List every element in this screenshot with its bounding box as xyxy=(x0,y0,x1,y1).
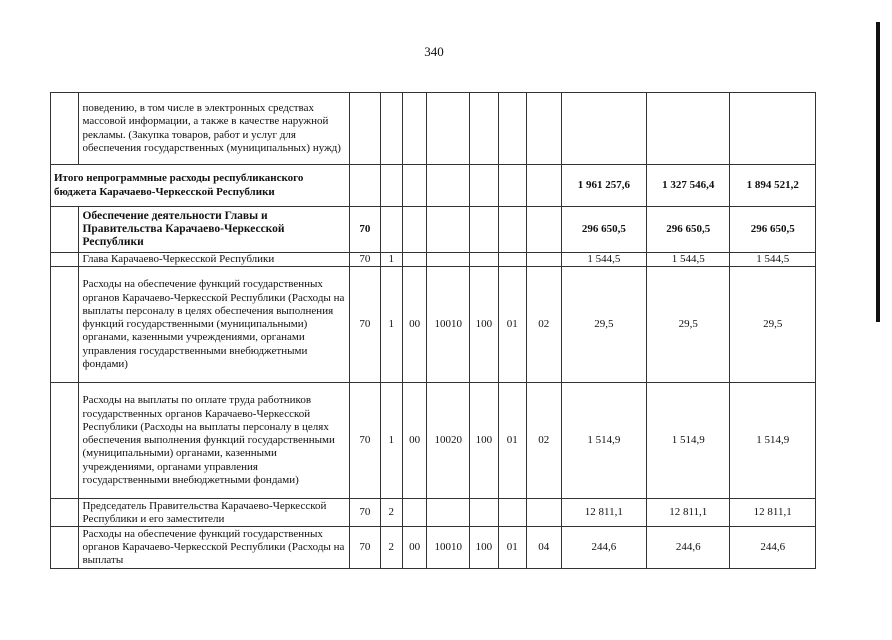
cell-year2: 12 811,1 xyxy=(647,499,730,527)
cell-pr2 xyxy=(427,253,470,267)
cell-vr: 100 xyxy=(470,383,498,499)
cell-vr: 100 xyxy=(470,267,498,383)
cell-year1: 1 514,9 xyxy=(561,383,646,499)
row-name: Расходы на выплаты по оплате труда работников государственных органов Карачаево-Черкесской Республики (Расходы на выплаты персоналу в целях обеспечения выполнения функций государственными (муниципальными) органами, казенными учреждениями, органами управления государственными внебюджетными фондами) xyxy=(79,383,350,499)
table-row xyxy=(51,93,816,165)
cell-sub1 xyxy=(498,207,526,253)
cell-vr xyxy=(470,93,498,165)
cell-pr2 xyxy=(427,499,470,527)
cell-year3: 1 894 521,2 xyxy=(730,165,816,207)
cell-rz: 1 xyxy=(380,383,402,499)
cell-ved: 70 xyxy=(350,383,381,499)
cell-year3: 12 811,1 xyxy=(730,499,816,527)
row-name: Итого непрограммные расходы республиканского бюджета Карачаево-Черкесской Республики xyxy=(51,165,350,207)
cell-pr2: 10020 xyxy=(427,383,470,499)
cell-sub1: 01 xyxy=(498,383,526,499)
cell-pr2 xyxy=(427,93,470,165)
cell-year1: 1 544,5 xyxy=(561,253,646,267)
cell-sub2 xyxy=(527,165,562,207)
cell-pr1 xyxy=(402,93,426,165)
scan-edge-bar xyxy=(876,22,880,322)
cell-rz: 1 xyxy=(380,253,402,267)
row-name: Расходы на обеспечение функций государственных органов Карачаево-Черкесской Республики (Расходы на выплаты xyxy=(79,527,350,569)
cell-rz xyxy=(380,165,402,207)
cell-year3: 244,6 xyxy=(730,527,816,569)
indent-cell xyxy=(51,527,79,569)
cell-year3: 296 650,5 xyxy=(730,207,816,253)
table-row xyxy=(51,383,816,499)
cell-year2: 244,6 xyxy=(647,527,730,569)
indent-cell xyxy=(51,253,79,267)
indent-cell xyxy=(51,383,79,499)
cell-year2: 1 544,5 xyxy=(647,253,730,267)
cell-pr2 xyxy=(427,165,470,207)
indent-cell xyxy=(51,499,79,527)
cell-rz xyxy=(380,93,402,165)
cell-vr: 100 xyxy=(470,527,498,569)
cell-rz: 1 xyxy=(380,267,402,383)
cell-sub1: 01 xyxy=(498,267,526,383)
cell-sub2: 02 xyxy=(527,383,562,499)
cell-sub2: 04 xyxy=(527,527,562,569)
cell-ved: 70 xyxy=(350,253,381,267)
cell-sub1 xyxy=(498,93,526,165)
cell-year2 xyxy=(647,93,730,165)
cell-rz: 2 xyxy=(380,527,402,569)
cell-pr1 xyxy=(402,499,426,527)
cell-sub2 xyxy=(527,93,562,165)
cell-year3 xyxy=(730,93,816,165)
cell-ved: 70 xyxy=(350,527,381,569)
cell-ved xyxy=(350,165,381,207)
cell-year3: 29,5 xyxy=(730,267,816,383)
cell-year1: 296 650,5 xyxy=(561,207,646,253)
cell-pr2: 10010 xyxy=(427,527,470,569)
cell-pr1: 00 xyxy=(402,383,426,499)
cell-pr1 xyxy=(402,253,426,267)
table-row-total xyxy=(51,165,816,207)
cell-year1 xyxy=(561,93,646,165)
cell-year3: 1 544,5 xyxy=(730,253,816,267)
cell-year1: 244,6 xyxy=(561,527,646,569)
cell-vr xyxy=(470,207,498,253)
table-row xyxy=(51,527,816,569)
cell-sub2 xyxy=(527,499,562,527)
cell-pr2: 10010 xyxy=(427,267,470,383)
cell-vr xyxy=(470,165,498,207)
cell-pr1 xyxy=(402,207,426,253)
row-name: Обеспечение деятельности Главы и Правительства Карачаево-Черкесской Республики xyxy=(79,207,350,253)
cell-year2: 1 514,9 xyxy=(647,383,730,499)
cell-year1: 1 961 257,6 xyxy=(561,165,646,207)
table-row xyxy=(51,207,816,253)
cell-rz xyxy=(380,207,402,253)
row-name: поведению, в том числе в электронных средствах массовой информации, а также в качестве наружной рекламы. (Закупка товаров, работ и услуг для обеспечения государственных (муниципальных) нужд) xyxy=(79,93,350,165)
indent-cell xyxy=(51,207,79,253)
indent-cell xyxy=(51,267,79,383)
row-name: Расходы на обеспечение функций государственных органов Карачаево-Черкесской Республики (Расходы на выплаты персоналу в целях обеспечения выполнения функций государственными (муниципальными) органами, казенными учреждениями, органами управления государственными внебюджетными фондами) xyxy=(79,267,350,383)
indent-cell xyxy=(51,93,79,165)
cell-sub2 xyxy=(527,253,562,267)
page-number: 340 xyxy=(424,44,444,59)
cell-vr xyxy=(470,253,498,267)
cell-vr xyxy=(470,499,498,527)
table-row xyxy=(51,267,816,383)
cell-sub1 xyxy=(498,253,526,267)
cell-ved: 70 xyxy=(350,207,381,253)
cell-pr1: 00 xyxy=(402,267,426,383)
cell-sub2 xyxy=(527,207,562,253)
cell-year2: 1 327 546,4 xyxy=(647,165,730,207)
cell-year3: 1 514,9 xyxy=(730,383,816,499)
cell-year1: 12 811,1 xyxy=(561,499,646,527)
cell-ved xyxy=(350,93,381,165)
cell-pr1: 00 xyxy=(402,527,426,569)
table-row xyxy=(51,499,816,527)
cell-year2: 29,5 xyxy=(647,267,730,383)
budget-table xyxy=(50,92,816,569)
cell-pr2 xyxy=(427,207,470,253)
cell-ved: 70 xyxy=(350,499,381,527)
row-name: Глава Карачаево-Черкесской Республики xyxy=(79,253,350,267)
cell-year2: 296 650,5 xyxy=(647,207,730,253)
cell-sub2: 02 xyxy=(527,267,562,383)
cell-year1: 29,5 xyxy=(561,267,646,383)
cell-sub1 xyxy=(498,499,526,527)
cell-ved: 70 xyxy=(350,267,381,383)
cell-sub1: 01 xyxy=(498,527,526,569)
table-row xyxy=(51,253,816,267)
cell-pr1 xyxy=(402,165,426,207)
row-name: Председатель Правительства Карачаево-Черкесской Республики и его заместители xyxy=(79,499,350,527)
cell-sub1 xyxy=(498,165,526,207)
cell-rz: 2 xyxy=(380,499,402,527)
